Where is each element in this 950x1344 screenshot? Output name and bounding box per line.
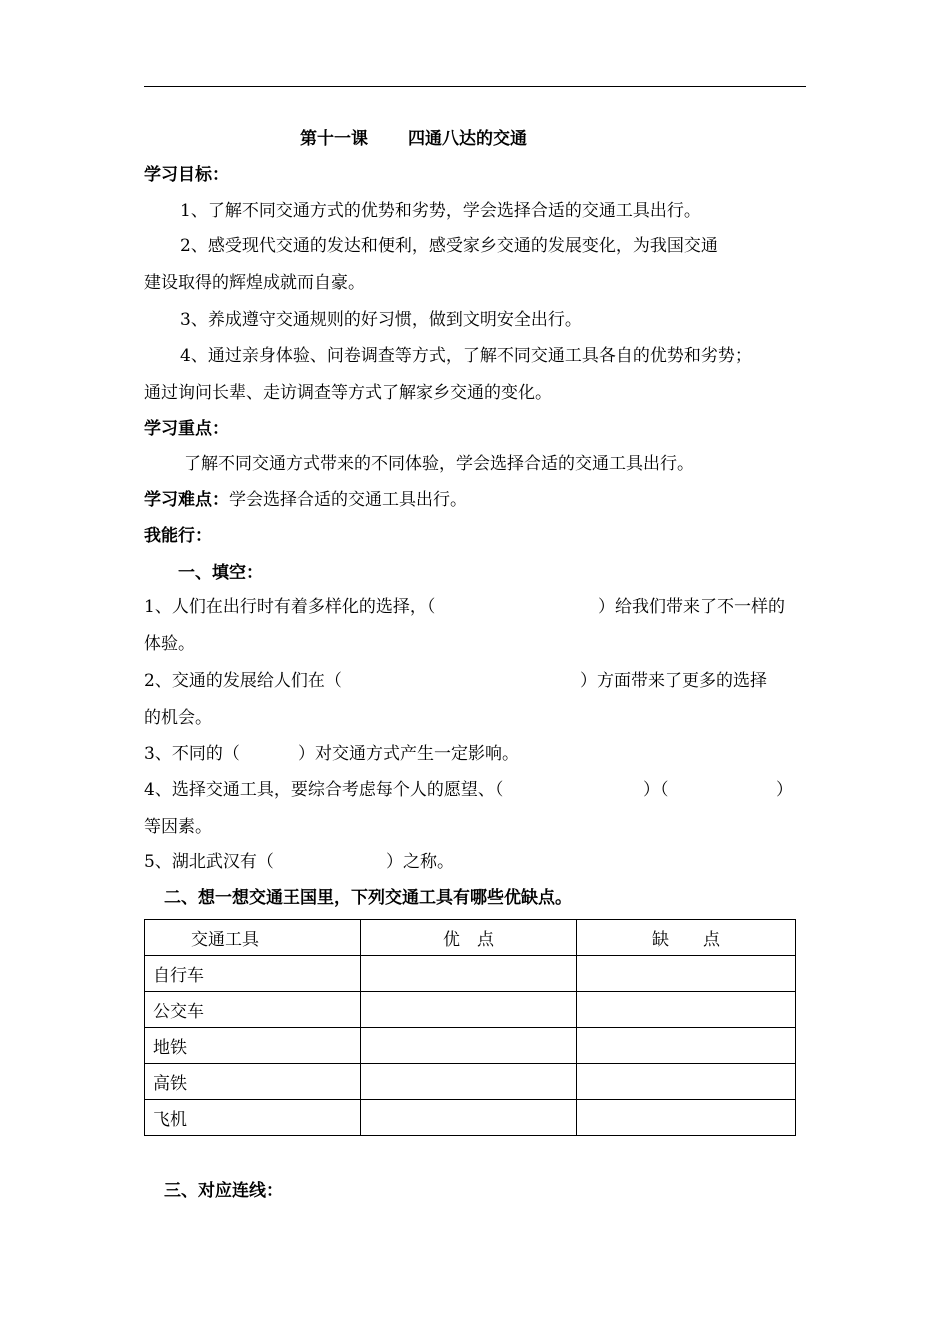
question-4-text-b: ）（	[643, 780, 669, 800]
table-row	[145, 1064, 796, 1100]
pros-cell[interactable]	[361, 1064, 577, 1100]
cons-cell[interactable]	[577, 1100, 796, 1136]
lesson-name: 四通八达的交通	[408, 129, 527, 149]
objective-4: 4、通过亲身体验、问卷调查等方式，了解不同交通工具各自的优势和劣势；	[180, 346, 752, 366]
question-3-text-a: 3、不同的（	[144, 744, 240, 764]
focus-heading: 学习重点：	[144, 419, 229, 439]
objective-3: 3、养成遵守交通规则的好习惯，做到文明安全出行。	[180, 310, 582, 330]
vehicle-cell: 地铁	[145, 1028, 361, 1064]
table-row	[145, 992, 796, 1028]
cons-cell[interactable]	[577, 1064, 796, 1100]
vehicle-cell: 自行车	[145, 956, 361, 992]
question-4-text-a: 4、选择交通工具，要综合考虑每个人的愿望、（	[144, 780, 504, 800]
cons-cell[interactable]	[577, 1028, 796, 1064]
objective-4-cont: 通过询问长辈、走访调查等方式了解家乡交通的变化。	[144, 383, 552, 403]
pros-cell[interactable]	[361, 992, 577, 1028]
pros-cell[interactable]	[361, 956, 577, 992]
vehicle-cell: 飞机	[145, 1100, 361, 1136]
pros-cell[interactable]	[361, 1028, 577, 1064]
question-4-text-c: ）	[776, 780, 793, 800]
lesson-number: 第十一课	[300, 129, 368, 149]
question-3-text-b: ）对交通方式产生一定影响。	[298, 744, 519, 764]
question-1-text-c: 体验。	[144, 634, 195, 654]
question-5-text-b: ）之称。	[386, 852, 454, 872]
table-row	[145, 1100, 796, 1136]
difficulty-heading: 学习难点：	[144, 490, 229, 510]
pros-cons-heading: 二、想一想交通王国里，下列交通工具有哪些优缺点。	[164, 888, 572, 908]
table-row	[145, 956, 796, 992]
question-2-text-a: 2、交通的发展给人们在（	[144, 671, 342, 691]
focus-text: 了解不同交通方式带来的不同体验，学会选择合适的交通工具出行。	[184, 454, 694, 474]
matching-heading: 三、对应连线：	[164, 1181, 283, 1201]
column-header: 交通工具	[145, 920, 361, 956]
table-header-row	[145, 920, 796, 956]
vehicle-cell: 高铁	[145, 1064, 361, 1100]
question-1-text-b: ）给我们带来了不一样的	[598, 597, 785, 617]
fill-heading: 一、填空：	[178, 563, 263, 583]
difficulty-row	[144, 489, 467, 511]
objective-2: 2、感受现代交通的发达和便利，感受家乡交通的发展变化，为我国交通	[180, 236, 718, 256]
header-rule	[144, 86, 806, 87]
page-title	[300, 128, 527, 150]
question-2-text-c: 的机会。	[144, 708, 212, 728]
column-header: 缺 点	[577, 920, 796, 956]
objectives-heading: 学习目标：	[144, 165, 229, 185]
objective-2-cont: 建设取得的辉煌成就而自豪。	[144, 273, 365, 293]
question-4-text-d: 等因素。	[144, 817, 212, 837]
question-5-text-a: 5、湖北武汉有（	[144, 852, 274, 872]
cons-cell[interactable]	[577, 992, 796, 1028]
objective-1: 1、了解不同交通方式的优势和劣势，学会选择合适的交通工具出行。	[180, 201, 701, 221]
can-do-heading: 我能行：	[144, 526, 212, 546]
pros-cons-table	[144, 919, 796, 1136]
pros-cell[interactable]	[361, 1100, 577, 1136]
question-1-text-a: 1、人们在出行时有着多样化的选择，（	[144, 597, 436, 617]
table-row	[145, 1028, 796, 1064]
difficulty-text: 学会选择合适的交通工具出行。	[229, 490, 467, 510]
cons-cell[interactable]	[577, 956, 796, 992]
column-header: 优 点	[361, 920, 577, 956]
vehicle-cell: 公交车	[145, 992, 361, 1028]
question-2-text-b: ）方面带来了更多的选择	[580, 671, 767, 691]
